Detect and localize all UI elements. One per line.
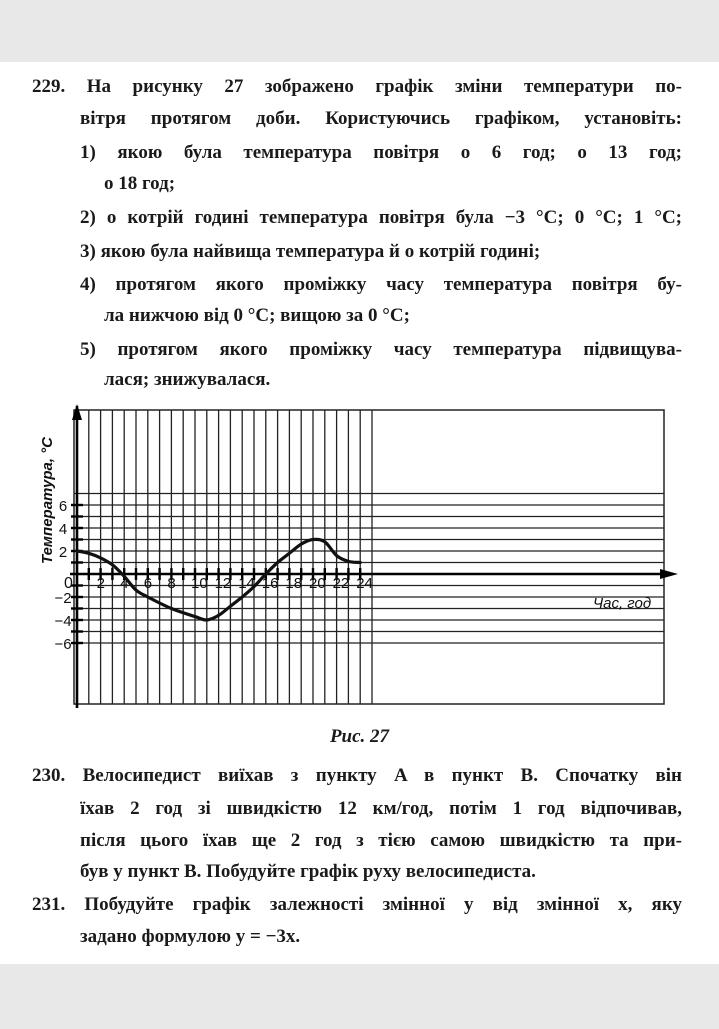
x-axis-label: Час, год: [593, 595, 652, 612]
problem-229-item3: 3) якою була найвища температура й о котрій годині;: [80, 241, 541, 262]
bottom-margin: [0, 964, 719, 1029]
problem-230-line1: 230. Велосипедист виїхав з пункту A в пункт B. Спочатку він: [32, 765, 683, 786]
problem-229-line2: вітря протягом доби. Користуючись графіком, установіть:: [80, 108, 682, 129]
problem-230-line3: після цього їхав ще 2 год з тією самою швидкістю та при-: [80, 830, 682, 851]
problem-230-line4: був у пункт B. Побудуйте графік руху велосипедиста.: [80, 861, 536, 882]
problem-229-item5-line1: 5) протягом якого проміжку часу температура підвищува-: [80, 339, 682, 360]
problem-229-item4-line2: ла нижчою від 0 °С; вищою за 0 °С;: [104, 305, 410, 326]
x-tick-label: 2: [96, 575, 105, 592]
problem-229-item1-line2: о 18 год;: [104, 173, 176, 194]
problem-230-line2: їхав 2 год зі швидкістю 12 км/год, потім 1 год відпочивав,: [80, 798, 682, 819]
problem-229-number: 229.: [32, 76, 66, 97]
problem-229-item5-line2: лася; знижувалася.: [104, 369, 271, 390]
x-tick-label: 10: [191, 575, 208, 592]
grid-border: [74, 410, 664, 704]
x-tick-label: 8: [167, 575, 176, 592]
x-tick-label: 18: [285, 575, 303, 592]
chart-axes: [70, 404, 678, 708]
x-tick-label: 22: [332, 575, 350, 592]
x-tick-label: 12: [214, 575, 232, 592]
x-tick-label: 16: [261, 575, 279, 592]
origin-label: 0: [64, 575, 73, 592]
x-tick-label: 4: [120, 575, 129, 592]
problem-229-line1: 229. На рисунку 27 зображено графік зміни температури по-: [32, 76, 683, 97]
textbook-page: [0, 62, 719, 964]
y-tick-label: 2: [58, 544, 68, 561]
problem-231-line1: 231. Побудуйте графік залежності змінної y від змінної x, яку: [32, 894, 682, 915]
problem-229-item1-line1: 1) якою була температура повітря о 6 год; о 13 год;: [80, 142, 682, 163]
x-tick-label: 6: [143, 575, 153, 592]
problem-229-item2: 2) о котрій годині температура повітря була −3 °С; 0 °С; 1 °С;: [80, 207, 682, 228]
y-tick-label: −4: [54, 613, 72, 630]
x-tick-label: 24: [356, 575, 373, 592]
y-tick-label: 4: [58, 521, 68, 538]
x-axis-arrow: [660, 569, 678, 579]
x-tick-label: 20: [309, 575, 326, 592]
problem-231-line2: задано формулою y = −3x.: [80, 926, 301, 947]
chart-grid: [74, 410, 664, 704]
x-tick-label: 14: [238, 575, 255, 592]
y-tick-label: −2: [54, 590, 72, 607]
y-tick-label: 6: [58, 498, 68, 515]
y-axis-label: Температура, °С: [39, 436, 56, 564]
top-margin: [0, 0, 719, 62]
figure-caption: Рис. 27: [329, 726, 390, 747]
problem-231-number: 231.: [32, 894, 66, 915]
y-tick-label: −6: [54, 636, 72, 653]
problem-229-item4-line1: 4) протягом якого проміжку часу температура повітря бу-: [80, 274, 682, 295]
problem-230-number: 230.: [32, 765, 66, 786]
temperature-chart: [30, 402, 680, 720]
